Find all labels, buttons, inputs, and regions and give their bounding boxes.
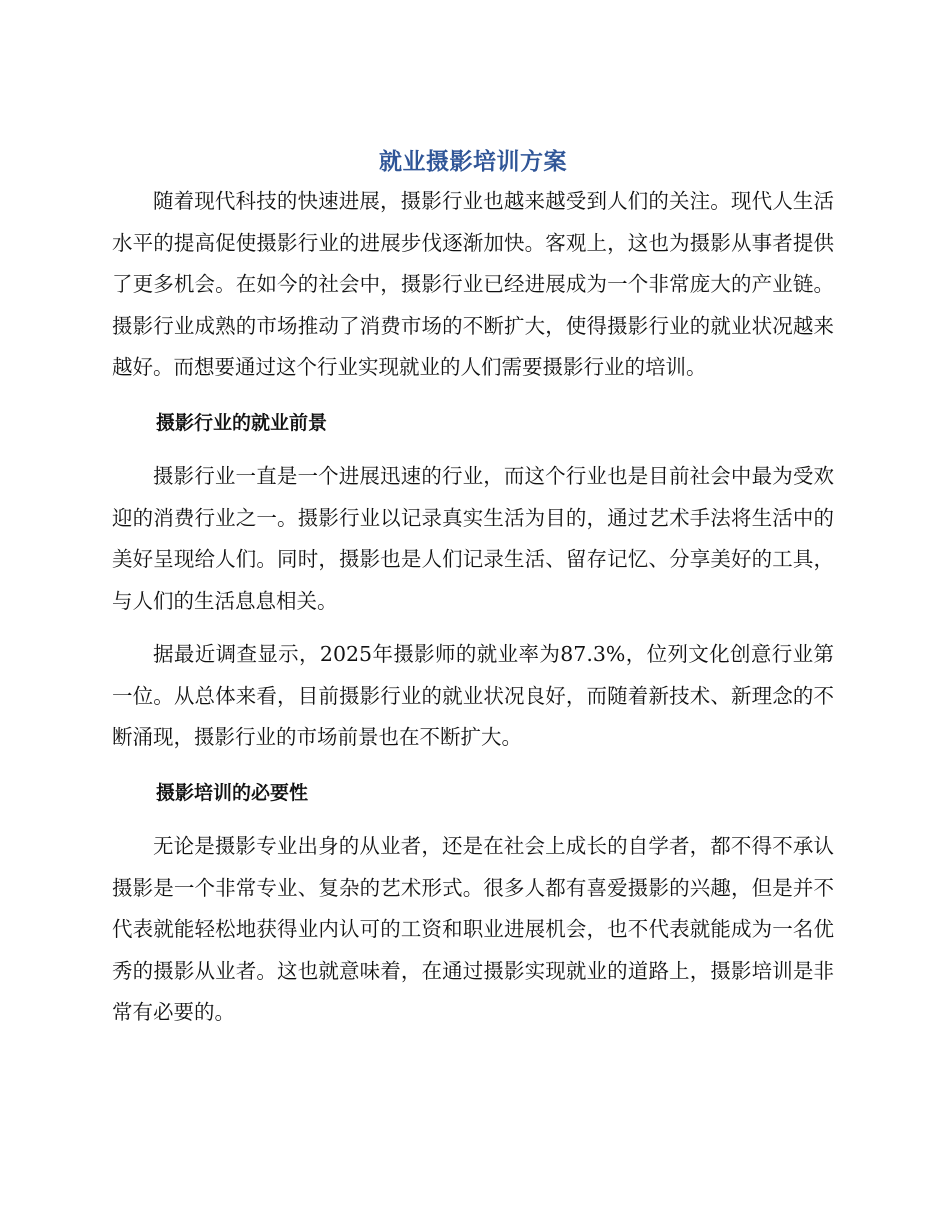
section-paragraph: 无论是摄影专业出身的从业者，还是在社会上成长的自学者，都不得不承认摄影是一个非常专业、复杂的艺术形式。很多人都有喜爱摄影的兴趣，但是并不代表就能轻松地获得业内认可的工资和职业进展机会，也不代表就能成为一名优秀的摄影从业者。这也就意味着，在通过摄影实现就业的道路上，摄影培训是非常有必要的。 (112, 834, 834, 1024)
document-title: 就业摄影培训方案 (379, 149, 567, 175)
intro-paragraph: 随着现代科技的快速进展，摄影行业也越来越受到人们的关注。现代人生活水平的提高促使摄影行业的进展步伐逐渐加快。客观上，这也为摄影从事者提供了更多机会。在如今的社会中，摄影行业已经进展成为一个非常庞大的产业链。摄影行业成熟的市场推动了消费市场的不断扩大，使得摄影行业的就业状况越来越好。而想要通过这个行业实现就业的人们需要摄影行业的培训。 (112, 189, 834, 379)
section-paragraph: 据最近调查显示，2025年摄影师的就业率为87.3%，位列文化创意行业第一位。从总体来看，目前摄影行业的就业状况良好，而随着新技术、新理念的不断涌现，摄影行业的市场前景也在不断扩大。 (112, 642, 834, 749)
section-heading-training-necessity: 摄影培训的必要性 (156, 781, 309, 804)
section-heading-employment-prospects: 摄影行业的就业前景 (156, 411, 328, 434)
section-paragraph: 摄影行业一直是一个进展迅速的行业，而这个行业也是目前社会中最为受欢迎的消费行业之一。摄影行业以记录真实生活为目的，通过艺术手法将生活中的美好呈现给人们。同时，摄影也是人们记录生活、留存记忆、分享美好的工具，与人们的生活息息相关。 (112, 464, 834, 613)
document-page (112, 145, 834, 1034)
